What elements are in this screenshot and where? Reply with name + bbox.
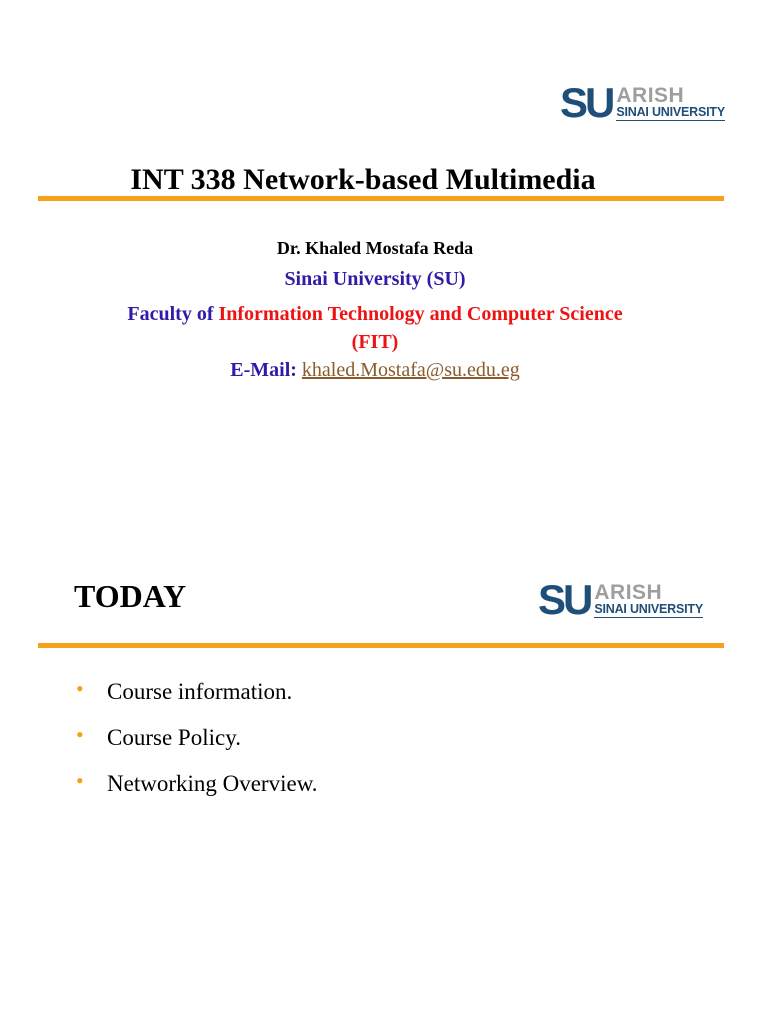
logo-su-mark: SU [538,576,591,623]
university-logo [560,79,725,126]
list-item-text: Networking Overview. [107,771,318,796]
email-line [60,359,690,382]
agenda-list [74,672,318,810]
logo-arish-text: ARISH [594,581,663,605]
logo-su-mark: SU [560,79,613,126]
faculty-title: Information Technology and Computer Science [218,303,623,325]
list-item-text: Course Policy. [107,725,241,750]
email-label: E-Mail: [230,359,297,381]
list-item [74,718,318,764]
title-divider [38,196,724,201]
list-item [74,672,318,718]
bullet-icon: • [76,722,84,747]
list-item [74,764,318,810]
author-name: Dr. Khaled Mostafa Reda [276,238,474,258]
bullet-icon: • [76,676,84,701]
title-divider [38,643,724,648]
bullet-icon: • [76,768,84,793]
slide-title-heading: INT 338 Network-based Multimedia [130,163,596,196]
email-link[interactable]: khaled.Mostafa@su.edu.eg [301,359,520,381]
list-item-text: Course information. [107,679,293,704]
faculty-prefix: Faculty of [127,303,219,325]
slide-today [0,512,768,1024]
logo-sinai-text: SINAI UNIVERSITY [616,105,725,120]
faculty-abbreviation: (FIT) [351,331,399,353]
university-logo [538,576,703,623]
today-heading: TODAY [74,578,187,614]
university-name: Sinai University (SU) [284,268,466,290]
logo-arish-text: ARISH [616,84,685,108]
faculty-name [60,300,690,356]
logo-sinai-text: SINAI UNIVERSITY [594,602,703,617]
